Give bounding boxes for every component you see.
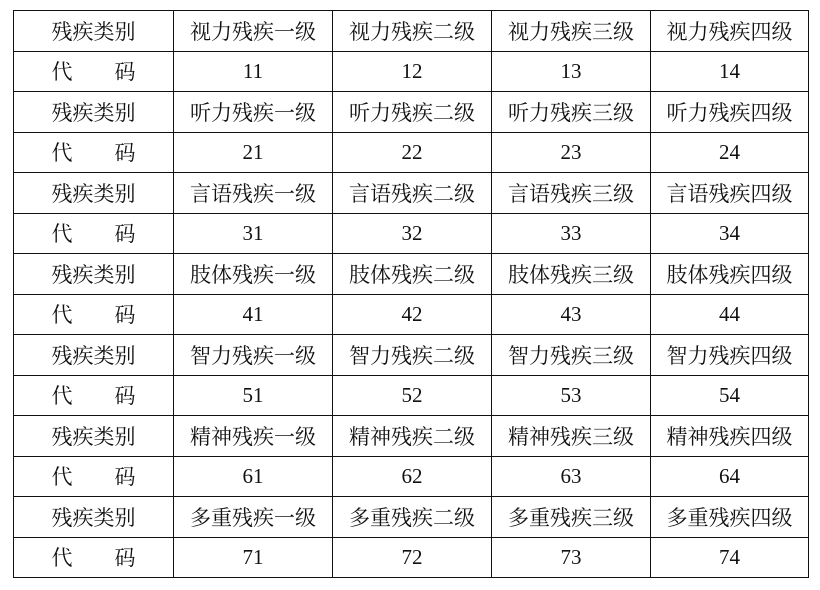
code-value-cell: 44 — [651, 294, 809, 335]
category-row — [14, 254, 809, 295]
code-row — [14, 213, 809, 254]
category-value-cell: 精神残疾三级 — [492, 416, 651, 457]
code-value-cell: 71 — [174, 537, 333, 578]
code-value-cell: 22 — [333, 132, 492, 173]
category-value-cell: 听力残疾四级 — [651, 92, 809, 133]
code-row — [14, 51, 809, 92]
category-value-cell: 视力残疾二级 — [333, 11, 492, 52]
category-value-cell: 多重残疾二级 — [333, 497, 492, 538]
code-value-cell: 43 — [492, 294, 651, 335]
category-value-cell: 听力残疾二级 — [333, 92, 492, 133]
code-label-cell: 代 码 — [14, 213, 174, 254]
code-value-cell: 11 — [174, 51, 333, 92]
code-value-cell: 23 — [492, 132, 651, 173]
category-value-cell: 听力残疾一级 — [174, 92, 333, 133]
code-value-cell: 72 — [333, 537, 492, 578]
category-row — [14, 497, 809, 538]
code-value-cell: 61 — [174, 456, 333, 497]
code-value-cell: 51 — [174, 375, 333, 416]
code-value-cell: 13 — [492, 51, 651, 92]
category-value-cell: 多重残疾一级 — [174, 497, 333, 538]
category-value-cell: 视力残疾四级 — [651, 11, 809, 52]
category-label-cell: 残疾类别 — [14, 416, 174, 457]
category-label-cell: 残疾类别 — [14, 92, 174, 133]
category-value-cell: 智力残疾三级 — [492, 335, 651, 376]
category-label-cell: 残疾类别 — [14, 11, 174, 52]
category-value-cell: 言语残疾二级 — [333, 173, 492, 214]
category-row — [14, 416, 809, 457]
code-row — [14, 375, 809, 416]
category-value-cell: 肢体残疾四级 — [651, 254, 809, 295]
category-row — [14, 11, 809, 52]
code-label-cell: 代 码 — [14, 375, 174, 416]
code-value-cell: 34 — [651, 213, 809, 254]
code-label-cell: 代 码 — [14, 294, 174, 335]
category-value-cell: 精神残疾四级 — [651, 416, 809, 457]
code-label-cell: 代 码 — [14, 132, 174, 173]
code-value-cell: 53 — [492, 375, 651, 416]
category-value-cell: 肢体残疾一级 — [174, 254, 333, 295]
category-label-cell: 残疾类别 — [14, 254, 174, 295]
category-value-cell: 智力残疾一级 — [174, 335, 333, 376]
code-value-cell: 52 — [333, 375, 492, 416]
code-row — [14, 294, 809, 335]
category-value-cell: 多重残疾三级 — [492, 497, 651, 538]
code-value-cell: 14 — [651, 51, 809, 92]
code-value-cell: 33 — [492, 213, 651, 254]
category-label-cell: 残疾类别 — [14, 335, 174, 376]
category-value-cell: 智力残疾四级 — [651, 335, 809, 376]
code-value-cell: 62 — [333, 456, 492, 497]
code-value-cell: 73 — [492, 537, 651, 578]
code-value-cell: 32 — [333, 213, 492, 254]
code-label-cell: 代 码 — [14, 456, 174, 497]
code-value-cell: 63 — [492, 456, 651, 497]
category-value-cell: 言语残疾四级 — [651, 173, 809, 214]
category-value-cell: 视力残疾一级 — [174, 11, 333, 52]
category-row — [14, 173, 809, 214]
category-value-cell: 肢体残疾二级 — [333, 254, 492, 295]
code-value-cell: 54 — [651, 375, 809, 416]
code-row — [14, 537, 809, 578]
category-value-cell: 肢体残疾三级 — [492, 254, 651, 295]
category-label-cell: 残疾类别 — [14, 173, 174, 214]
category-value-cell: 言语残疾三级 — [492, 173, 651, 214]
disability-code-table-body — [14, 11, 809, 578]
code-label-cell: 代 码 — [14, 537, 174, 578]
code-label-cell: 代 码 — [14, 51, 174, 92]
category-row — [14, 335, 809, 376]
code-value-cell: 21 — [174, 132, 333, 173]
code-row — [14, 132, 809, 173]
code-value-cell: 74 — [651, 537, 809, 578]
category-value-cell: 言语残疾一级 — [174, 173, 333, 214]
disability-code-table — [13, 10, 809, 578]
category-row — [14, 92, 809, 133]
code-value-cell: 24 — [651, 132, 809, 173]
code-value-cell: 12 — [333, 51, 492, 92]
category-value-cell: 视力残疾三级 — [492, 11, 651, 52]
category-value-cell: 精神残疾二级 — [333, 416, 492, 457]
category-value-cell: 听力残疾三级 — [492, 92, 651, 133]
category-value-cell: 智力残疾二级 — [333, 335, 492, 376]
category-value-cell: 精神残疾一级 — [174, 416, 333, 457]
code-value-cell: 31 — [174, 213, 333, 254]
code-value-cell: 41 — [174, 294, 333, 335]
category-label-cell: 残疾类别 — [14, 497, 174, 538]
code-value-cell: 42 — [333, 294, 492, 335]
code-row — [14, 456, 809, 497]
category-value-cell: 多重残疾四级 — [651, 497, 809, 538]
code-value-cell: 64 — [651, 456, 809, 497]
